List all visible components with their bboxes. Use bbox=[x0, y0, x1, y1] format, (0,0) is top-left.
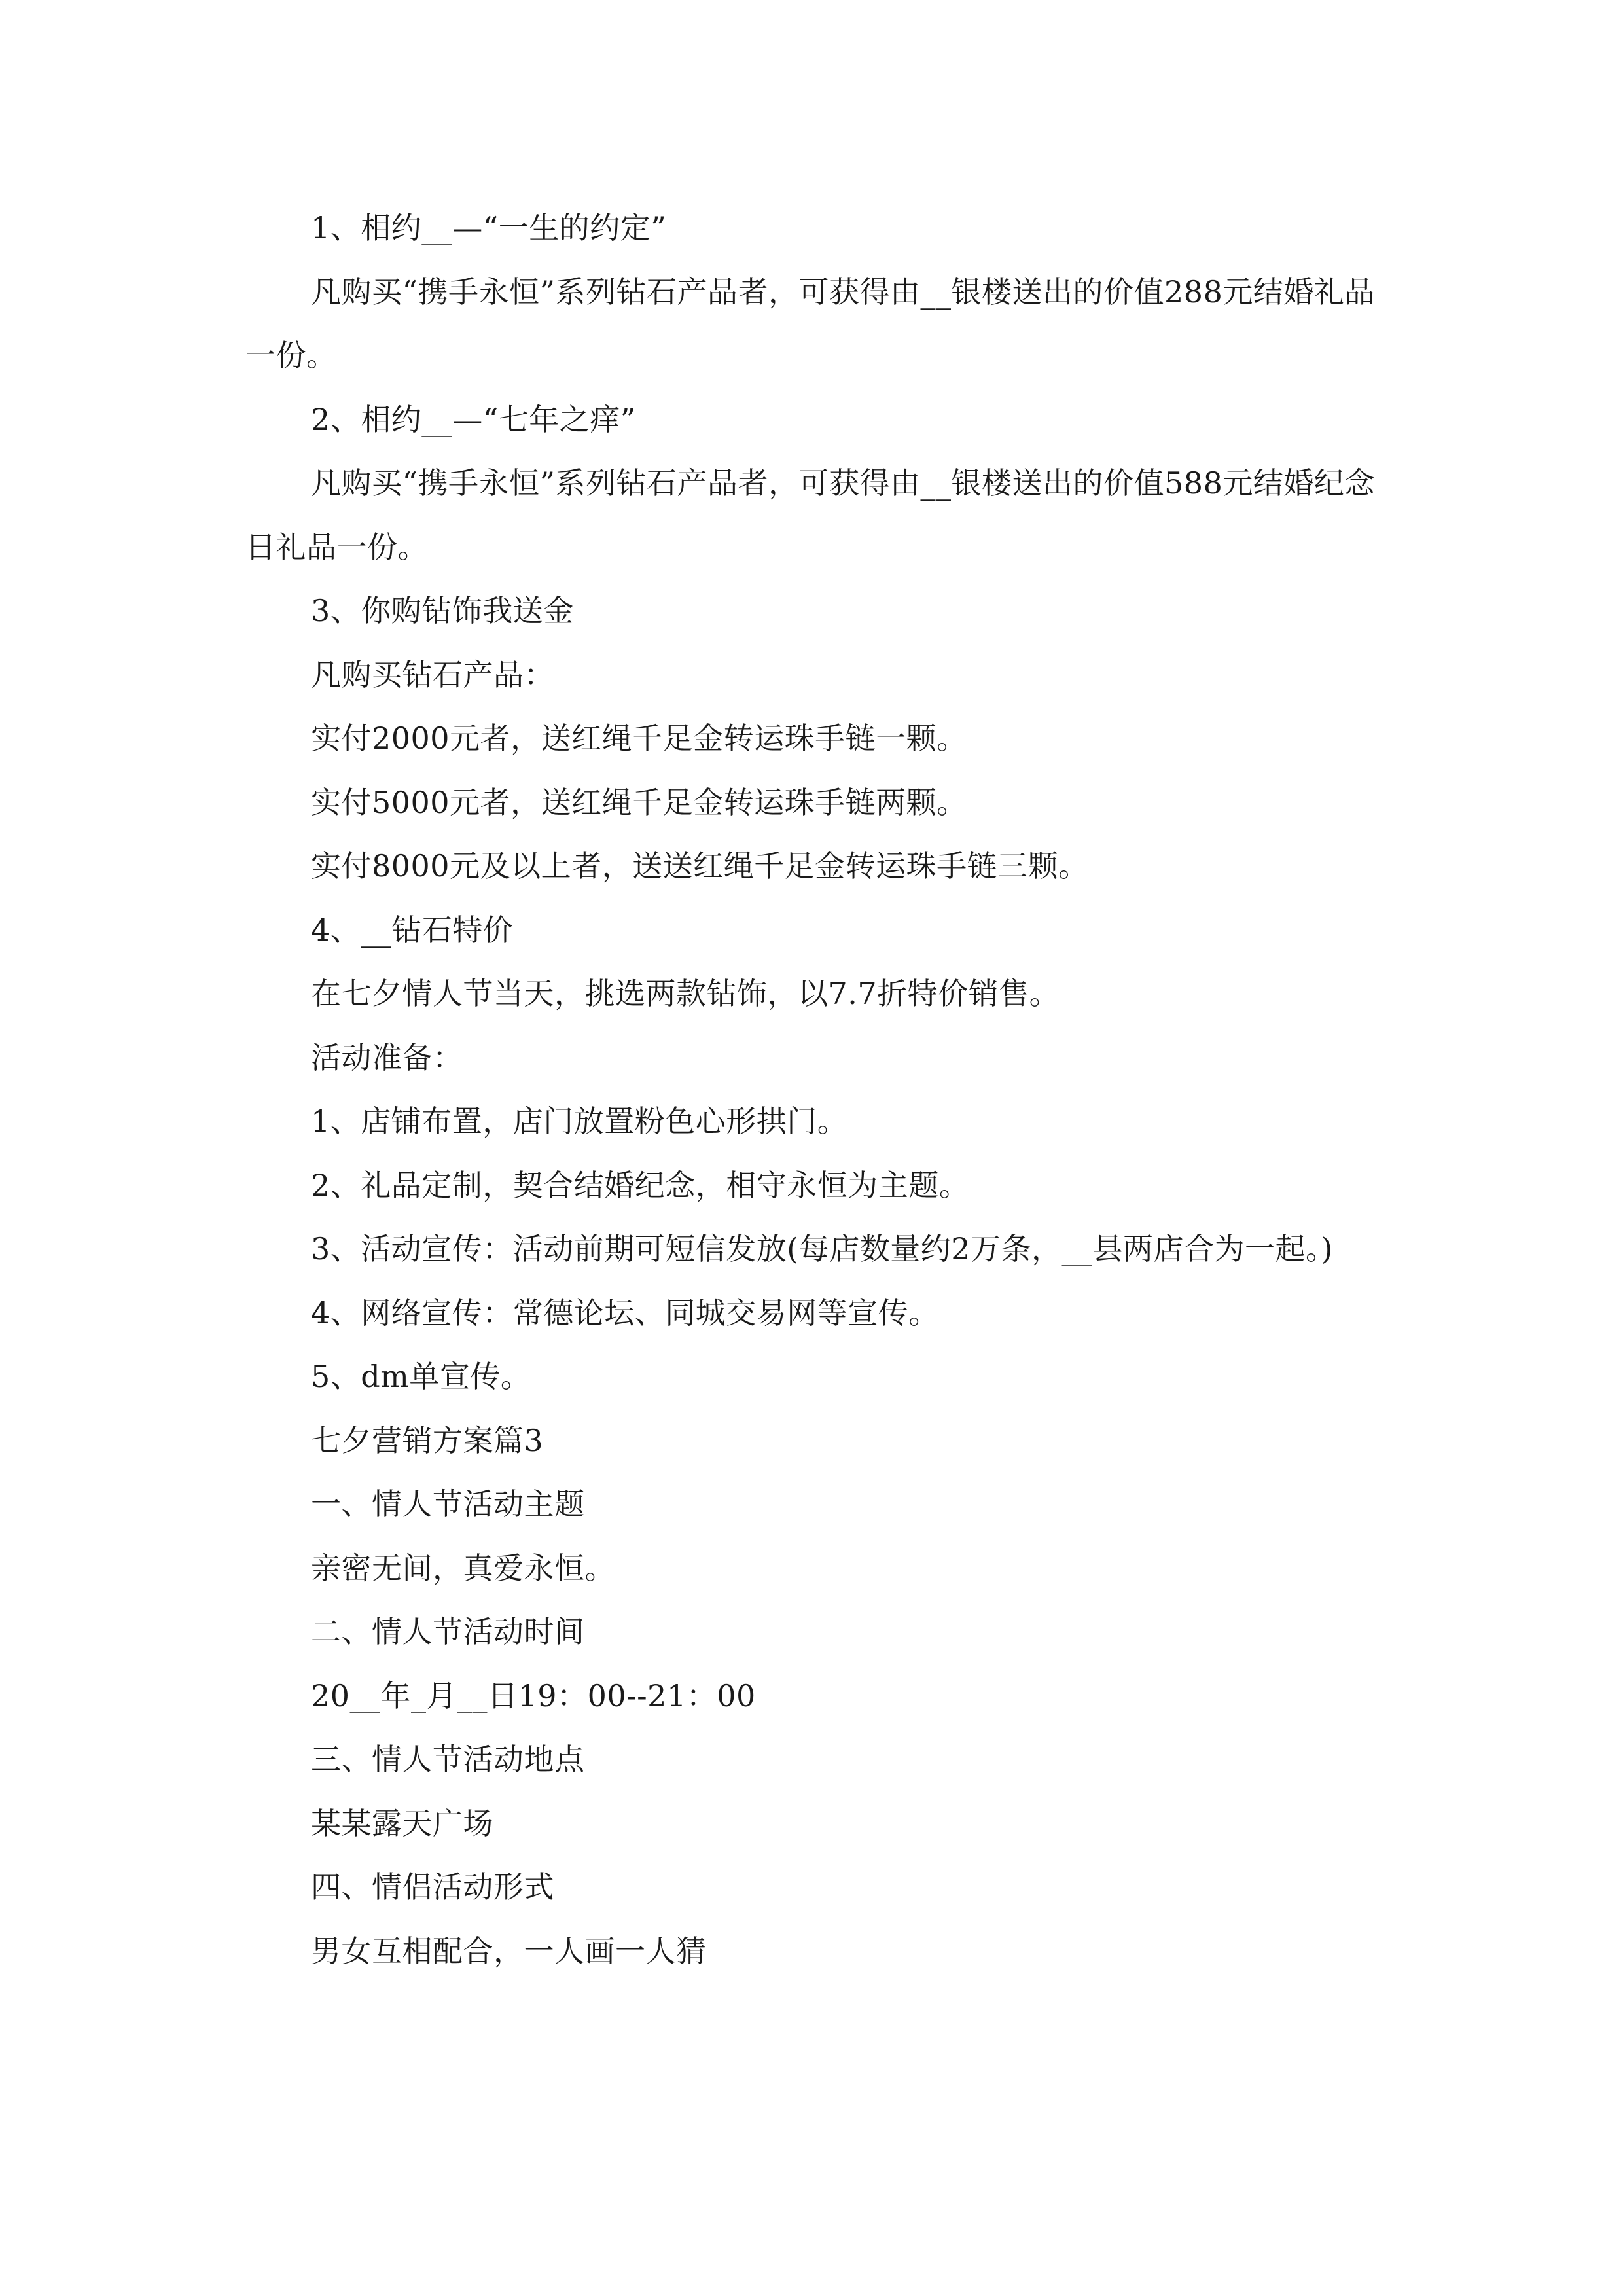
chapter-title: 七夕营销方案篇3 bbox=[311, 1422, 544, 1458]
list-item: 2、礼品定制，契合结婚纪念，相守永恒为主题。 bbox=[311, 1167, 970, 1203]
section-label: 活动准备： bbox=[311, 1039, 463, 1075]
body-paragraph: 实付5000元者，送红绳千足金转运珠手链两颗。 bbox=[311, 784, 967, 820]
section-heading: 四、情侣活动形式 bbox=[311, 1869, 554, 1905]
list-item-heading: 1、相约__—“一生的约定” bbox=[311, 210, 667, 245]
body-paragraph: 某某露天广场 bbox=[311, 1805, 493, 1841]
body-paragraph: 实付8000元及以上者，送送红绳千足金转运珠手链三颗。 bbox=[311, 848, 1089, 884]
list-item-heading: 2、相约__—“七年之痒” bbox=[311, 401, 636, 437]
body-paragraph: 凡购买钻石产品： bbox=[311, 656, 554, 692]
section-heading: 一、情人节活动主题 bbox=[311, 1486, 585, 1522]
body-paragraph: 凡购买“携手永恒”系列钻石产品者，可获得由__银楼送出的价值588元结婚纪念日礼品一份。 bbox=[245, 465, 1375, 565]
section-heading: 三、情人节活动地点 bbox=[311, 1742, 585, 1777]
body-paragraph: 男女互相配合，一人画一人猜 bbox=[311, 1933, 707, 1969]
list-item: 4、网络宣传：常德论坛、同城交易网等宣传。 bbox=[311, 1295, 939, 1331]
body-paragraph: 实付2000元者，送红绳千足金转运珠手链一颗。 bbox=[311, 721, 967, 756]
section-heading: 二、情人节活动时间 bbox=[311, 1614, 585, 1649]
body-paragraph: 在七夕情人节当天，挑选两款钻饰，以7.7折特价销售。 bbox=[311, 976, 1060, 1011]
document-body bbox=[245, 196, 1381, 1983]
body-paragraph: 凡购买“携手永恒”系列钻石产品者，可获得由__银楼送出的价值288元结婚礼品一份。 bbox=[245, 274, 1375, 373]
body-paragraph: 20__年_月__日19：00--21：00 bbox=[311, 1677, 756, 1713]
list-item-heading: 3、你购钻饰我送金 bbox=[311, 593, 574, 628]
list-item: 1、店铺布置，店门放置粉色心形拱门。 bbox=[311, 1103, 848, 1139]
body-paragraph: 亲密无间，真爱永恒。 bbox=[311, 1550, 615, 1586]
list-item-heading: 4、__钻石特价 bbox=[311, 912, 514, 948]
list-item: 5、dm单宣传。 bbox=[311, 1359, 531, 1394]
list-item: 3、活动宣传：活动前期可短信发放(每店数量约2万条，__县两店合为一起。) bbox=[311, 1231, 1333, 1266]
